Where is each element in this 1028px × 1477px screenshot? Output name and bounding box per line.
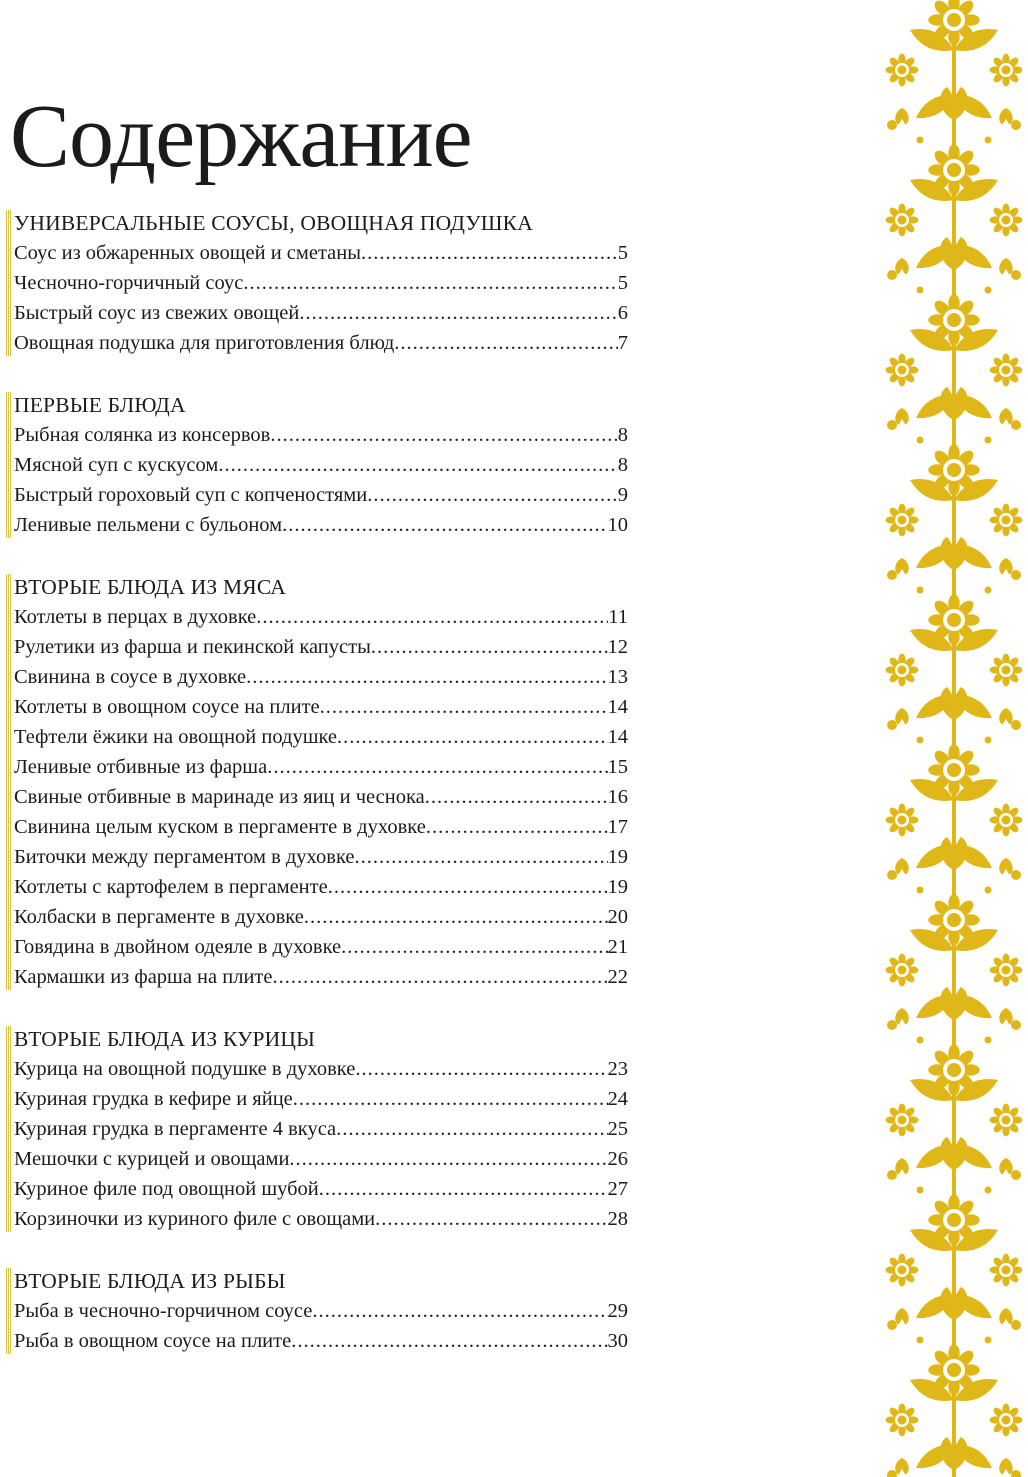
toc-section — [0, 572, 650, 992]
page-number: 7 — [617, 332, 628, 354]
dot-leader — [367, 480, 618, 510]
entry-title: Свиные отбивные в маринаде из яиц и чеснока — [14, 786, 425, 808]
toc-section — [0, 208, 650, 358]
toc-entry[interactable] — [0, 238, 628, 268]
page-number: 14 — [607, 726, 628, 748]
page-number: 30 — [607, 1330, 628, 1352]
page-number: 24 — [607, 1088, 628, 1110]
entry-title: Соус из обжаренных овощей и сметаны — [14, 242, 362, 264]
page-number: 19 — [607, 846, 628, 868]
dot-leader — [355, 842, 608, 872]
section-title: ВТОРЫЕ БЛЮДА ИЗ КУРИЦЫ — [14, 1027, 316, 1051]
page-number: 9 — [617, 484, 628, 506]
toc-entry[interactable] — [0, 1204, 628, 1234]
entry-title: Рулетики из фарша и пекинской капусты — [14, 636, 371, 658]
entry-title: Свинина целым куском в пергаменте в духовке — [14, 816, 426, 838]
page-number: 12 — [607, 636, 628, 658]
toc-entry[interactable] — [0, 752, 628, 782]
toc-entry[interactable] — [0, 782, 628, 812]
toc-entry[interactable] — [0, 692, 628, 722]
page-number: 15 — [607, 756, 628, 778]
entry-title: Свинина в соусе в духовке — [14, 666, 247, 688]
toc-section — [0, 1024, 650, 1234]
page-number: 23 — [607, 1058, 628, 1080]
entry-title: Рыбная солянка из консервов — [14, 424, 271, 446]
dot-leader — [243, 268, 617, 298]
page-number: 29 — [607, 1300, 628, 1322]
section-accent-bar — [6, 1268, 11, 1354]
entry-title: Говядина в двойном одеяле в духовке — [14, 936, 342, 958]
entry-title: Кармашки из фарша на плите — [14, 966, 273, 988]
page-number: 11 — [608, 606, 628, 628]
toc-section — [0, 1266, 650, 1356]
toc-entry[interactable] — [0, 1326, 628, 1356]
section-accent-bar — [6, 392, 11, 538]
entry-title: Рыба в овощном соусе на плите — [14, 1330, 292, 1352]
dot-leader — [328, 872, 608, 902]
page-number: 26 — [607, 1148, 628, 1170]
toc-entry[interactable] — [0, 480, 628, 510]
page-number: 5 — [617, 242, 628, 264]
dot-leader — [282, 510, 607, 540]
entry-title: Куриная грудка в кефире и яйце — [14, 1088, 293, 1110]
dot-leader — [394, 328, 617, 358]
dot-leader — [218, 450, 617, 480]
page-title: Содержание — [10, 87, 472, 186]
toc-entry[interactable] — [0, 1084, 628, 1114]
toc-entry[interactable] — [0, 602, 628, 632]
entry-title: Чесночно-горчичный соус — [14, 272, 244, 294]
toc-entry[interactable] — [0, 1296, 628, 1326]
page-number: 21 — [607, 936, 628, 958]
entry-title: Мясной суп с кускусом — [14, 454, 219, 476]
dot-leader — [337, 722, 607, 752]
section-accent-bar — [6, 1026, 11, 1232]
toc-entry[interactable] — [0, 962, 628, 992]
section-title: ВТОРЫЕ БЛЮДА ИЗ РЫБЫ — [14, 1269, 286, 1293]
dot-leader — [361, 238, 618, 268]
entry-title: Быстрый соус из свежих овощей — [14, 302, 300, 324]
page-number: 5 — [617, 272, 628, 294]
page-number: 27 — [607, 1178, 628, 1200]
entry-title: Быстрый гороховый суп с копченостями — [14, 484, 368, 506]
toc-entry[interactable] — [0, 328, 628, 358]
table-of-contents — [0, 208, 650, 1388]
page-number: 25 — [607, 1118, 628, 1140]
dot-leader — [299, 298, 617, 328]
dot-leader — [272, 962, 607, 992]
dot-leader — [291, 1326, 607, 1356]
section-accent-bar — [6, 210, 11, 356]
toc-entry[interactable] — [0, 420, 628, 450]
entry-title: Котлеты в перцах в духовке — [14, 606, 257, 628]
dot-leader — [336, 1114, 607, 1144]
dot-leader — [270, 420, 617, 450]
page-number: 14 — [607, 696, 628, 718]
page-number: 20 — [607, 906, 628, 928]
entry-title: Корзиночки из куриного филе с овощами — [14, 1208, 376, 1230]
entry-title: Овощная подушка для приготовления блюд — [14, 332, 395, 354]
toc-entry[interactable] — [0, 510, 628, 540]
floral-folk-ornament — [880, 0, 1028, 1477]
page-number: 16 — [607, 786, 628, 808]
toc-entry[interactable] — [0, 842, 628, 872]
toc-entry[interactable] — [0, 1114, 628, 1144]
entry-title: Котлеты с картофелем в пергаменте — [14, 876, 328, 898]
toc-entry[interactable] — [0, 268, 628, 298]
entry-title: Котлеты в овощном соусе на плите — [14, 696, 320, 718]
toc-entry[interactable] — [0, 298, 628, 328]
dot-leader — [341, 932, 607, 962]
toc-entry[interactable] — [0, 932, 628, 962]
toc-entry[interactable] — [0, 450, 628, 480]
entry-title: Куриное филе под овощной шубой — [14, 1178, 319, 1200]
entry-title: Рыба в чесночно-горчичном соусе — [14, 1300, 313, 1322]
dot-leader — [246, 662, 607, 692]
dot-leader — [289, 1144, 607, 1174]
page-number: 28 — [607, 1208, 628, 1230]
toc-entry[interactable] — [0, 1144, 628, 1174]
section-title: ВТОРЫЕ БЛЮДА ИЗ МЯСА — [14, 575, 287, 599]
entry-title: Биточки между пергаментом в духовке — [14, 846, 355, 868]
dot-leader — [375, 1204, 607, 1234]
page-number: 10 — [607, 514, 628, 536]
entry-title: Курица на овощной подушке в духовке — [14, 1058, 356, 1080]
page-number: 8 — [617, 424, 628, 446]
dot-leader — [371, 632, 608, 662]
dot-leader — [304, 902, 608, 932]
entry-title: Ленивые пельмени с бульоном — [14, 514, 283, 536]
dot-leader — [293, 1084, 608, 1114]
page-number: 19 — [607, 876, 628, 898]
entry-title: Тефтели ёжики на овощной подушке — [14, 726, 338, 748]
page-number: 22 — [607, 966, 628, 988]
dot-leader — [355, 1054, 607, 1084]
section-title: УНИВЕРСАЛЬНЫЕ СОУСЫ, ОВОЩНАЯ ПОДУШКА — [14, 211, 533, 235]
page-number: 8 — [617, 454, 628, 476]
dot-leader — [319, 1174, 608, 1204]
toc-entry[interactable] — [0, 632, 628, 662]
entry-title: Куриная грудка в пергаменте 4 вкуса — [14, 1118, 337, 1140]
dot-leader — [426, 812, 608, 842]
page-number: 6 — [617, 302, 628, 324]
dot-leader — [320, 692, 608, 722]
toc-entry[interactable] — [0, 872, 628, 902]
dot-leader — [256, 602, 608, 632]
toc-entry[interactable] — [0, 902, 628, 932]
section-accent-bar — [6, 574, 11, 990]
entry-title: Ленивые отбивные из фарша — [14, 756, 268, 778]
dot-leader — [425, 782, 608, 812]
section-title: ПЕРВЫЕ БЛЮДА — [14, 393, 186, 417]
toc-entry[interactable] — [0, 1174, 628, 1204]
page-number: 17 — [607, 816, 628, 838]
entry-title: Мешочки с курицей и овощами — [14, 1148, 290, 1170]
toc-entry[interactable] — [0, 1054, 628, 1084]
entry-title: Колбаски в пергаменте в духовке — [14, 906, 304, 928]
page-number: 13 — [607, 666, 628, 688]
dot-leader — [312, 1296, 607, 1326]
dot-leader — [267, 752, 607, 782]
toc-entry[interactable] — [0, 722, 628, 752]
toc-entry[interactable] — [0, 812, 628, 842]
toc-section — [0, 390, 650, 540]
toc-entry[interactable] — [0, 662, 628, 692]
